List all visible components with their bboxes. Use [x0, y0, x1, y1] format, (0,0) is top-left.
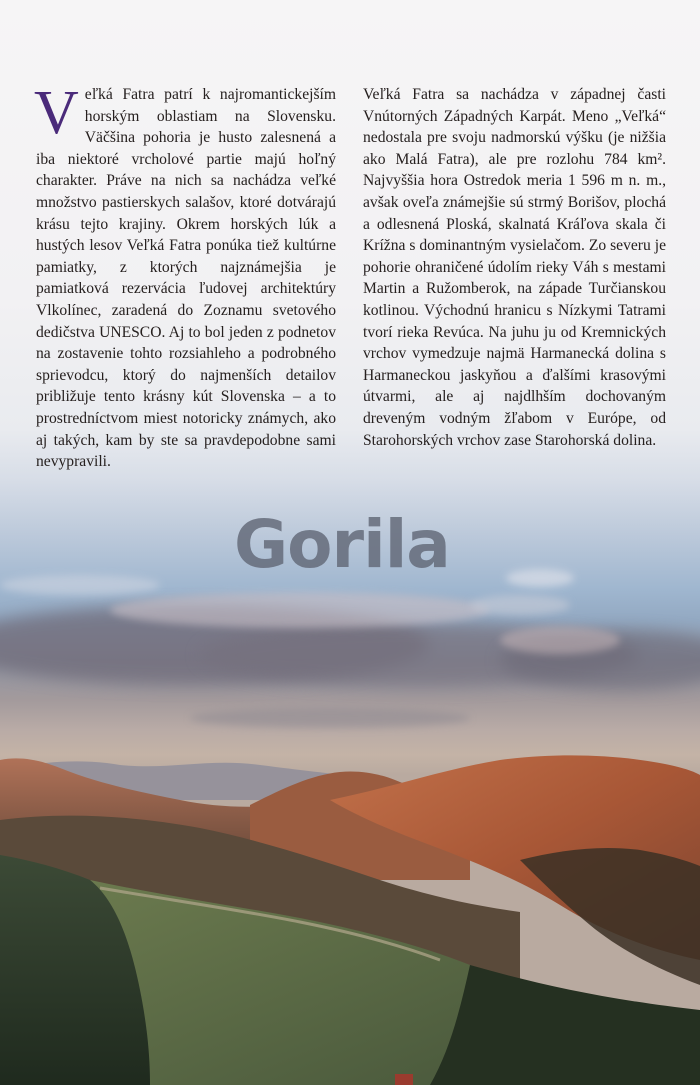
- intro-right-column: [363, 84, 666, 451]
- left-column-text: eľká Fatra patrí k najromantickejším horským oblastiam na Slovensku. Väčšina pohoria je husto zalesnená a iba niektoré vrcholové partie majú hoľný charakter. Práve na nich sa nachádza veľké množstvo pastierskych salašov, ktoré dotvárajú krásu tejto krajiny. Okrem horských lúk a hustých lesov Veľká Fatra ponúka tiež kultúrne pamiatky, z ktorých najznámejšia je pamiatková rezervácia ľudovej architektúry Vlkolínec, zaradená do Zoznamu svetového dedičstva UNESCO. Aj to bol jeden z podnetov na zostavenie tohto rozsiahleho a podrobného sprievodcu, ktorý do najmenších detailov približuje tento krásny kút Slovenska – a to prostredníctvom miest notoricky známych, ako aj takých, kam by ste sa pravdepodobne sami nevypravili.: [36, 86, 336, 471]
- right-column-text: Veľká Fatra sa nachádza v západnej časti Vnútorných Západných Karpát. Meno „Veľká“ nedostala pre svoju nadmorskú výšku (je nižšia ako Malá Fatra), ale pre rozlohu 784 km². Najvyššia hora Ostredok meria 1 596 m n. m., avšak oveľa známejšie sú strmý Borišov, plochá a odlesnená Ploská, skalnatá Kráľova skala či Krížna s dominantným vysielačom. Zo severu je pohorie ohraničené údolím rieky Váh s mestami Martin a Ružomberok, na západe Turčianskou kotlinou. Východnú hranicu s Nízkymi Tatrami tvorí rieka Revúca. Na juhu ju od Kremnických vrchov vymedzuje najmä Harmanecká dolina s Harmaneckou jaskyňou a ďalšími krasovými útvarmi, ale aj najdlhším dochovaným dreveným vodným žľabom v Európe, od Starohorských vrchov zase Starohorská dolina.: [363, 86, 666, 449]
- drop-cap: V: [34, 79, 79, 147]
- intro-left-column: [34, 79, 336, 473]
- watermark-logo: Gorila: [234, 506, 450, 583]
